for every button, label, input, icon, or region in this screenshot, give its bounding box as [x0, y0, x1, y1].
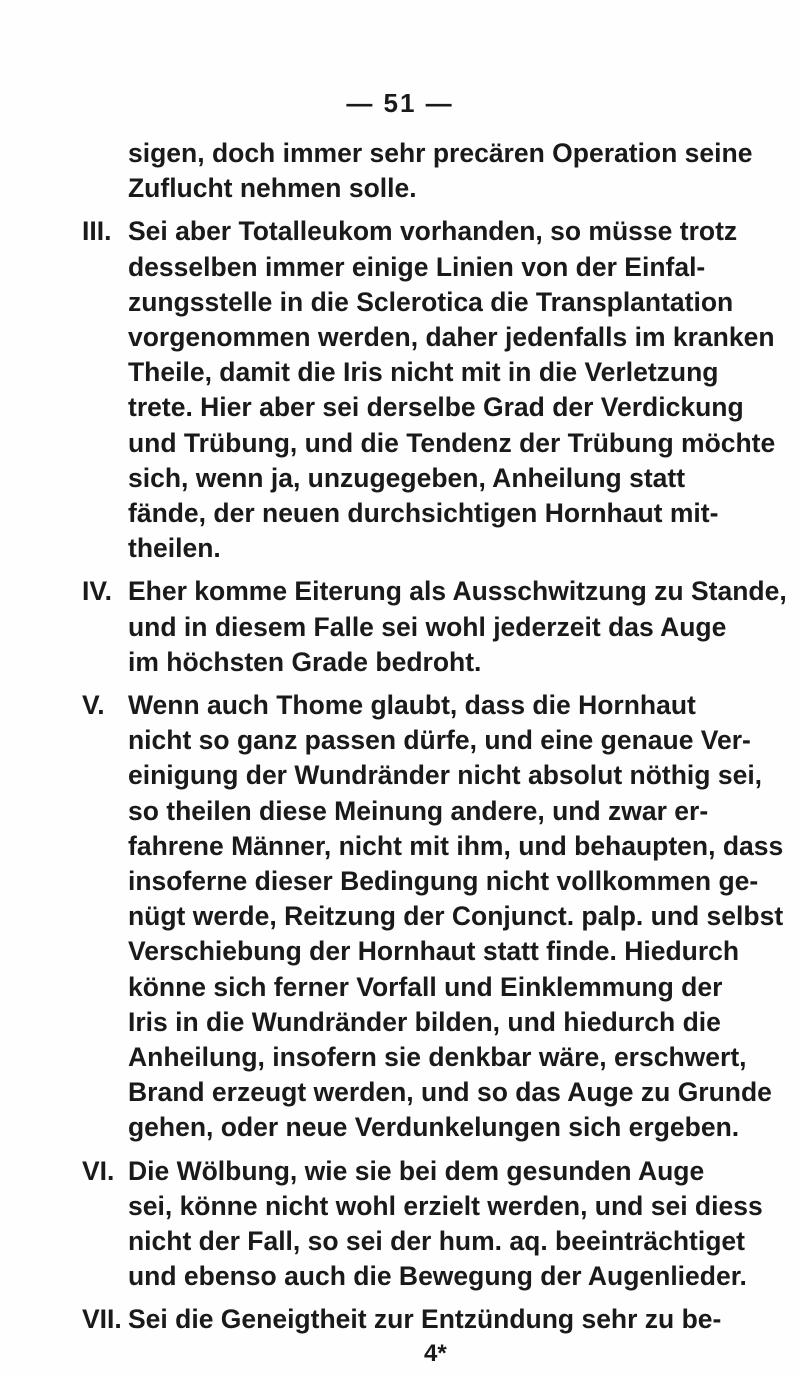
section-v-line: so theilen diese Meinung andere, und zwar er-	[128, 795, 709, 826]
section-v-line: Verschiebung der Hornhaut statt finde. Hiedurch	[128, 936, 740, 967]
section-numeral-iv: IV.	[82, 576, 112, 607]
signature-mark: 4*	[424, 1340, 447, 1367]
section-iii-line: desselben immer einige Linien von der Einfal-	[128, 251, 706, 282]
section-v-line: Brand erzeugt werden, und so das Auge zu Grunde	[128, 1077, 772, 1108]
section-iii-line: theilen.	[128, 533, 221, 564]
section-iii-line: sich, wenn ja, unzugegeben, Anheilung statt	[128, 462, 686, 493]
section-vi-line: Die Wölbung, wie sie bei dem gesunden Auge	[128, 1155, 705, 1186]
section-v-line: Iris in die Wundränder bilden, und hiedurch die	[128, 1006, 721, 1037]
section-v-line: gehen, oder neue Verdunkelungen sich ergeben.	[128, 1112, 740, 1143]
section-iii-line: trete. Hier aber sei derselbe Grad der Verdickung	[128, 392, 744, 423]
section-numeral-vi: VI.	[82, 1155, 115, 1186]
section-numeral-vii: VII.	[82, 1304, 122, 1335]
section-vi-line: nicht der Fall, so sei der hum. aq. beeinträchtiget	[128, 1226, 745, 1256]
section-iv-line: Eher komme Eiterung als Ausschwitzung zu Stande,	[128, 576, 787, 607]
section-vi-line: sei, könne nicht wohl erzielt werden, und sei diess	[128, 1190, 763, 1221]
section-v-line: nicht so ganz passen dürfe, und eine genaue Ver-	[128, 725, 751, 756]
section-numeral-iii: III.	[82, 216, 112, 247]
section-iii-line: Theile, damit die Iris nicht mit in die Verletzung	[128, 357, 719, 388]
section-iii-line: und Trübung, und die Tendenz der Trübung möchte	[128, 427, 776, 458]
section-v-line: einigung der Wundränder nicht absolut nöthig sei,	[128, 760, 763, 791]
continuation-line: Zuflucht nehmen solle.	[128, 173, 417, 204]
section-v-line: nügt werde, Reitzung der Conjunct. palp. und selbst	[128, 901, 784, 932]
section-v-line: Wenn auch Thome glaubt, dass die Hornhaut	[128, 690, 696, 720]
section-numeral-v: V.	[82, 690, 105, 720]
section-iii-line: zungsstelle in die Sclerotica die Transplantation	[128, 286, 734, 317]
section-iii-line: vorgenommen werden, daher jedenfalls im kranken	[128, 322, 775, 352]
section-vi-line: und ebenso auch die Bewegung der Augenlieder.	[128, 1261, 747, 1292]
section-v-line: Anheilung, insofern sie denkbar wäre, erschwert,	[128, 1042, 747, 1072]
section-v-line: könne sich ferner Vorfall und Einklemmung der	[128, 971, 723, 1002]
section-line: Sei die Geneigtheit zur Entzündung sehr zu be-	[128, 1304, 722, 1335]
section-v-line: insoferne dieser Bedingung nicht vollkommen ge-	[128, 866, 759, 896]
continuation-line: sigen, doch immer sehr precären Operation seine	[128, 138, 753, 168]
section-v-line: fahrene Männer, nicht mit ihm, und behaupten, dass	[128, 830, 784, 861]
section-iv-line: und in diesem Falle sei wohl jederzeit das Auge	[128, 611, 727, 642]
section-iii-line: Sei aber Totalleukom vorhanden, so müsse trotz	[128, 216, 738, 247]
page-number: — 51 —	[346, 88, 454, 118]
section-iii-line: fände, der neuen durchsichtigen Hornhaut mit-	[128, 498, 719, 528]
section-iv-line: im höchsten Grade bedroht.	[128, 646, 482, 677]
